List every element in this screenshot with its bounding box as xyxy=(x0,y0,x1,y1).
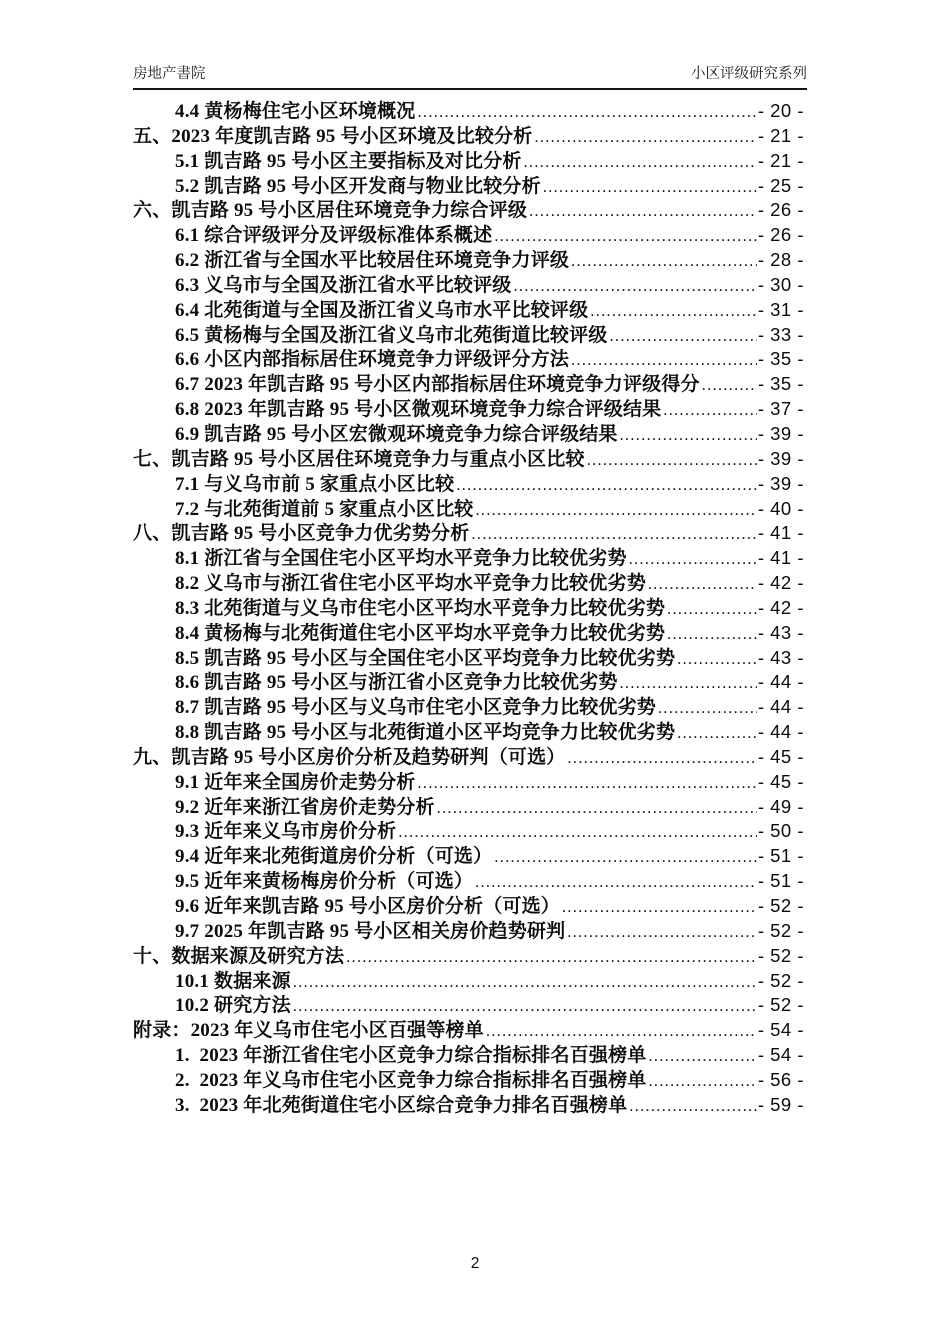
dot-leader xyxy=(437,797,757,822)
dot-leader xyxy=(587,449,757,474)
toc-entry-page: - 52 - xyxy=(757,919,804,941)
toc-entry[interactable] xyxy=(133,670,804,695)
toc-entry-label: 9.5 近年来黄杨梅房价分析（可选） xyxy=(175,871,474,893)
toc-entry-label: 5.1 凯吉路 95 号小区主要指标及对比分析 xyxy=(175,150,522,172)
toc-entry[interactable] xyxy=(133,497,804,522)
toc-entry[interactable] xyxy=(133,571,804,596)
toc-entry-page: - 40 - xyxy=(757,497,804,519)
dot-leader xyxy=(514,275,757,300)
toc-entry-label: 附录：2023 年义乌市住宅小区百强等榜单 xyxy=(133,1020,484,1042)
toc-entry[interactable] xyxy=(133,422,804,447)
toc-entry-label: 3. 2023 年北苑街道住宅小区综合竞争力排名百强榜单 xyxy=(175,1094,628,1116)
toc-entry-page: - 52 - xyxy=(757,895,804,916)
toc-entry[interactable] xyxy=(133,298,804,323)
toc-entry[interactable] xyxy=(133,447,804,472)
toc-entry-page: - 25 - xyxy=(757,174,804,196)
toc-entry[interactable] xyxy=(133,124,804,149)
toc-entry[interactable] xyxy=(133,795,804,820)
toc-entry[interactable] xyxy=(133,99,804,124)
toc-entry-page: - 42 - xyxy=(757,572,804,594)
header-right-title: 小区评级研究系列 xyxy=(691,66,807,82)
toc-entry[interactable] xyxy=(133,273,804,298)
dot-leader xyxy=(486,1020,757,1045)
toc-entry-label: 五、2023 年度凯吉路 95 号小区环境及比较分析 xyxy=(133,125,533,147)
toc-entry-label: 8.3 北苑街道与义乌市住宅小区平均水平竞争力比较优劣势 xyxy=(175,597,666,619)
toc-entry-label: 8.6 凯吉路 95 号小区与浙江省小区竞争力比较优劣势 xyxy=(175,672,618,694)
toc-entry[interactable] xyxy=(133,621,804,646)
toc-entry[interactable] xyxy=(133,521,804,546)
toc-entry[interactable] xyxy=(133,894,804,919)
toc-entry-label: 4.4 黄杨梅住宅小区环境概况 xyxy=(175,101,416,122)
toc-entry-label: 6.3 义乌市与全国及浙江省水平比较评级 xyxy=(175,274,512,296)
toc-entry-label: 9.7 2025 年凯吉路 95 号小区相关房价趋势研判 xyxy=(175,920,566,942)
dot-leader xyxy=(702,374,757,399)
toc-entry-label: 八、凯吉路 95 号小区竞争力优劣势分析 xyxy=(133,523,470,545)
toc-entry[interactable] xyxy=(133,745,804,770)
toc-entry-page: - 39 - xyxy=(757,422,804,444)
toc-entry[interactable] xyxy=(133,869,804,894)
toc xyxy=(133,99,804,1118)
toc-entry-page: - 59 - xyxy=(757,1093,804,1115)
toc-entry-page: - 35 - xyxy=(757,373,804,395)
toc-entry-label: 10.2 研究方法 xyxy=(175,995,291,1017)
toc-entry[interactable] xyxy=(133,969,804,994)
toc-entry[interactable] xyxy=(133,770,804,795)
toc-entry-label: 9.2 近年来浙江省房价走势分析 xyxy=(175,796,435,818)
dot-leader xyxy=(620,672,757,697)
toc-entry-page: - 44 - xyxy=(757,696,804,718)
toc-entry-label: 7.1 与义乌市前 5 家重点小区比较 xyxy=(175,473,455,495)
toc-entry-page: - 39 - xyxy=(757,472,804,494)
toc-entry-page: - 26 - xyxy=(757,224,804,246)
toc-entry-label: 六、凯吉路 95 号小区居住环境竞争力综合评级 xyxy=(133,200,528,222)
toc-entry-page: - 30 - xyxy=(757,273,804,295)
dot-leader xyxy=(534,126,756,151)
toc-entry-page: - 49 - xyxy=(757,795,804,817)
toc-entry-page: - 43 - xyxy=(757,621,804,643)
toc-entry-label: 十、数据来源及研究方法 xyxy=(133,945,345,967)
toc-entry-label: 6.8 2023 年凯吉路 95 号小区微观环境竞争力综合评级结果 xyxy=(175,399,662,421)
toc-entry[interactable] xyxy=(133,944,804,969)
toc-entry-label: 10.1 数据来源 xyxy=(175,970,291,992)
toc-entry-label: 6.2 浙江省与全国水平比较居住环境竞争力评级 xyxy=(175,250,570,272)
toc-entry[interactable] xyxy=(133,720,804,745)
toc-entry-page: - 54 - xyxy=(757,1019,804,1041)
toc-entry-label: 8.8 凯吉路 95 号小区与北苑街道小区平均竞争力比较优劣势 xyxy=(175,722,676,744)
toc-entry-label: 7.2 与北苑街道前 5 家重点小区比较 xyxy=(175,498,474,520)
dot-leader xyxy=(610,325,757,350)
toc-entry-label: 6.5 黄杨梅与全国及浙江省义乌市北苑街道比较评级 xyxy=(175,324,608,346)
toc-entry-label: 8.4 黄杨梅与北苑街道住宅小区平均水平竞争力比较优劣势 xyxy=(175,622,666,644)
toc-entry-label: 8.1 浙江省与全国住宅小区平均水平竞争力比较优劣势 xyxy=(175,548,627,570)
toc-entry-page: - 26 - xyxy=(757,199,804,221)
toc-entry[interactable] xyxy=(133,1018,804,1043)
toc-entry-page: - 51 - xyxy=(757,870,804,892)
dot-leader xyxy=(456,474,757,499)
toc-entry[interactable] xyxy=(133,174,804,199)
toc-entry[interactable] xyxy=(133,372,804,397)
dot-leader xyxy=(543,176,757,201)
dot-leader xyxy=(658,697,757,722)
toc-entry-page: - 37 - xyxy=(757,398,804,420)
toc-entry-label: 8.5 凯吉路 95 号小区与全国住宅小区平均竞争力比较优劣势 xyxy=(175,647,676,669)
toc-entry[interactable] xyxy=(133,347,804,372)
dot-leader xyxy=(476,499,757,524)
toc-entry-label: 6.7 2023 年凯吉路 95 号小区内部指标居住环境竞争力评级得分 xyxy=(175,374,700,396)
toc-entry-page: - 35 - xyxy=(757,348,804,370)
toc-entry-label: 6.6 小区内部指标居住环境竞争力评级评分方法 xyxy=(175,349,570,371)
dot-leader xyxy=(418,101,757,126)
toc-entry-label: 9.4 近年来北苑街道房价分析（可选） xyxy=(175,846,493,868)
dot-leader xyxy=(494,225,757,250)
dot-leader xyxy=(667,598,757,623)
toc-entry[interactable] xyxy=(133,546,804,571)
dot-leader xyxy=(293,971,757,996)
toc-entry[interactable] xyxy=(133,646,804,671)
toc-entry-label: 九、凯吉路 95 号小区房价分析及趋势研判（可选） xyxy=(133,746,566,768)
toc-entry-page: - 44 - xyxy=(757,721,804,743)
dot-leader xyxy=(571,250,757,275)
toc-entry[interactable] xyxy=(133,149,804,174)
toc-entry[interactable] xyxy=(133,1068,804,1093)
toc-entry[interactable] xyxy=(133,1093,804,1118)
toc-entry-label: 七、凯吉路 95 号小区居住环境竞争力与重点小区比较 xyxy=(133,448,585,470)
dot-leader xyxy=(293,995,757,1020)
dot-leader xyxy=(677,648,757,673)
dot-leader xyxy=(571,349,757,374)
toc-entry[interactable] xyxy=(133,323,804,348)
toc-entry-label: 5.2 凯吉路 95 号小区开发商与物业比较分析 xyxy=(175,175,541,197)
dot-leader xyxy=(667,623,757,648)
toc-entry-label: 6.9 凯吉路 95 号小区宏微观环境竞争力综合评级结果 xyxy=(175,423,618,445)
toc-entry[interactable] xyxy=(133,695,804,720)
toc-entry-page: - 28 - xyxy=(757,249,804,271)
dot-leader xyxy=(649,1045,757,1070)
dot-leader xyxy=(398,821,757,846)
toc-entry-page: - 54 - xyxy=(757,1044,804,1066)
dot-leader xyxy=(620,424,757,449)
dot-leader xyxy=(629,548,757,573)
dot-leader xyxy=(494,846,757,871)
toc-entry-page: - 33 - xyxy=(757,323,804,345)
footer-page-number: 2 xyxy=(470,1255,480,1272)
dot-leader xyxy=(663,399,756,424)
toc-entry-page: - 45 - xyxy=(757,745,804,767)
toc-entry-page: - 21 - xyxy=(757,149,804,171)
toc-entry-page: - 43 - xyxy=(757,646,804,668)
toc-entry[interactable] xyxy=(133,397,804,422)
header-left-title: 房地产書院 xyxy=(133,66,206,82)
toc-entry[interactable] xyxy=(133,472,804,497)
dot-leader xyxy=(629,1095,757,1120)
toc-entry-page: - 21 - xyxy=(757,124,804,146)
toc-entry[interactable] xyxy=(133,198,804,223)
toc-entry-page: - 52 - xyxy=(757,944,804,966)
dot-leader xyxy=(524,151,757,176)
dot-leader xyxy=(472,523,757,548)
dot-leader xyxy=(562,896,757,921)
toc-entry[interactable] xyxy=(133,248,804,273)
toc-entry[interactable] xyxy=(133,819,804,844)
page-header xyxy=(133,62,807,90)
toc-entry[interactable] xyxy=(133,844,804,869)
toc-entry[interactable] xyxy=(133,919,804,944)
toc-entry[interactable] xyxy=(133,993,804,1018)
dot-leader xyxy=(346,946,757,971)
toc-entry-page: - 41 - xyxy=(757,522,804,544)
toc-entry-label: 1. 2023 年浙江省住宅小区竞争力综合指标排名百强榜单 xyxy=(175,1045,647,1067)
toc-entry[interactable] xyxy=(133,596,804,621)
dot-leader xyxy=(568,747,757,772)
toc-entry-label: 6.1 综合评级评分及评级标准体系概述 xyxy=(175,225,493,247)
dot-leader xyxy=(649,1070,757,1095)
toc-entry-page: - 50 - xyxy=(757,820,804,842)
toc-entry-label: 8.7 凯吉路 95 号小区与义乌市住宅小区竞争力比较优劣势 xyxy=(175,697,657,719)
toc-entry-label: 2. 2023 年义乌市住宅小区竞争力综合指标排名百强榜单 xyxy=(175,1069,647,1091)
toc-entry-page: - 31 - xyxy=(757,298,804,320)
toc-entry-page: - 56 - xyxy=(757,1068,804,1090)
toc-entry[interactable] xyxy=(133,1043,804,1068)
dot-leader xyxy=(567,921,756,946)
toc-entry-page: - 42 - xyxy=(757,596,804,618)
toc-entry-page: - 39 - xyxy=(757,447,804,469)
toc-entry-label: 9.1 近年来全国房价走势分析 xyxy=(175,771,416,793)
dot-leader xyxy=(418,772,757,797)
toc-entry-label: 8.2 义乌市与浙江省住宅小区平均水平竞争力比较优劣势 xyxy=(175,573,646,595)
toc-entry-label: 9.3 近年来义乌市房价分析 xyxy=(175,821,397,843)
toc-entry-page: - 52 - xyxy=(757,969,804,991)
toc-entry-page: - 45 - xyxy=(757,770,804,792)
toc-entry-label: 9.6 近年来凯吉路 95 号小区房价分析（可选） xyxy=(175,896,561,917)
dot-leader xyxy=(590,300,757,325)
header-divider xyxy=(133,88,807,90)
toc-entry[interactable] xyxy=(133,223,804,248)
toc-entry-page: - 51 - xyxy=(757,845,804,867)
toc-entry-label: 6.4 北苑街道与全国及浙江省义乌市水平比较评级 xyxy=(175,299,589,321)
dot-leader xyxy=(677,722,757,747)
toc-entry-page: - 52 - xyxy=(757,994,804,1016)
dot-leader xyxy=(529,200,757,225)
toc-entry-page: - 41 - xyxy=(757,547,804,569)
dot-leader xyxy=(648,573,757,598)
dot-leader xyxy=(475,871,757,896)
toc-entry-page: - 20 - xyxy=(757,100,804,121)
toc-entry-page: - 44 - xyxy=(757,671,804,693)
